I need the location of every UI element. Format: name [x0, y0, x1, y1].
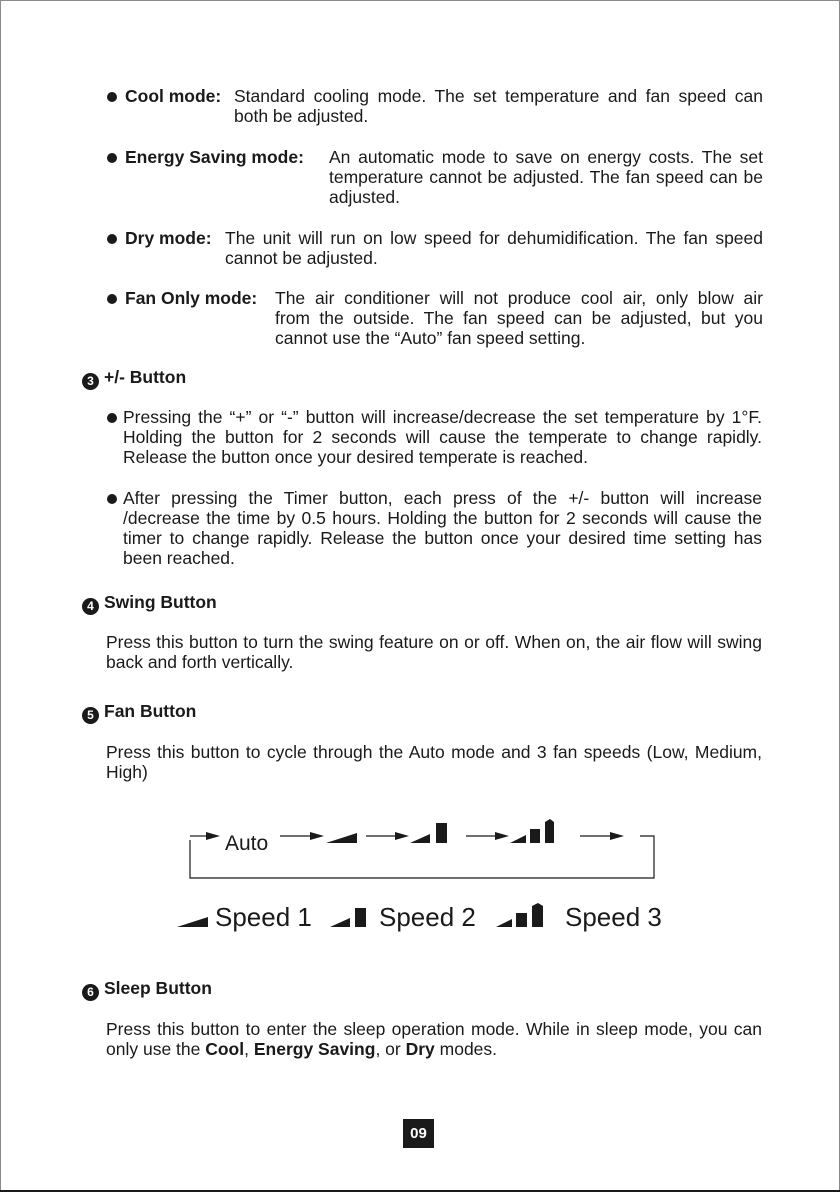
sleep-sep-2: , or — [375, 1039, 406, 1059]
mode-term: Dry mode: — [125, 228, 212, 248]
arrow-heads — [206, 832, 624, 840]
legend-speed1-icon — [177, 917, 208, 927]
mode-term: Cool mode: — [125, 86, 222, 106]
page-number: 09 — [403, 1119, 434, 1148]
section-title: Sleep Button — [104, 978, 212, 998]
mode-desc-rest: cannot be adjusted. — [225, 248, 378, 268]
section-number-badge: 5 — [82, 707, 99, 724]
sleep-text-after: modes. — [434, 1039, 498, 1059]
diagram-auto-label: Auto — [225, 832, 269, 855]
legend-speed3-label: Speed 3 — [565, 902, 662, 932]
bullet-text: Pressing the “+” or “-” button will increase/decrease the set temperature by 1°F. Holding the button for 2 seconds will cause the temperate to change rapidly. Release the button once your desired temperate is reached. — [123, 407, 762, 467]
section-number-badge: 6 — [82, 984, 99, 1001]
mode-desc-rest: temperature cannot be adjusted. The fan speed can be adjusted. — [329, 167, 763, 207]
legend-speed2-label: Speed 2 — [379, 902, 476, 932]
speed2-icon — [410, 823, 447, 843]
fan-description: Press this button to cycle through the Auto mode and 3 fan speeds (Low, Medium, High) — [106, 742, 762, 782]
bullet-text: After pressing the Timer button, each press of the +/- button will increase /decrease the time by 0.5 hours. Holding the button for 2 seconds will cause the timer to change rapidly. Release the button once your desired time setting has been reached. — [123, 488, 762, 568]
sleep-sep-1: , — [244, 1039, 254, 1059]
mode-desc-line1: An automatic mode to save on energy costs. The set — [329, 147, 763, 167]
section-number-badge: 4 — [82, 598, 99, 615]
sleep-mode-dry: Dry — [405, 1039, 435, 1059]
sleep-mode-cool: Cool — [205, 1039, 245, 1059]
mode-desc-rest: from the outside. The fan speed can be adjusted, but you cannot use the “Auto” fan speed setting. — [275, 308, 763, 348]
sleep-description — [106, 1019, 762, 1059]
speed1-icon — [326, 833, 357, 843]
mode-desc-line1: Standard cooling mode. The set temperature and fan speed can — [234, 86, 763, 106]
mode-desc-line1: The air conditioner will not produce cool air, only blow air — [275, 288, 763, 308]
section-title: Fan Button — [104, 701, 197, 721]
section-title: +/- Button — [104, 367, 187, 387]
section-heading-sleep — [82, 978, 212, 1001]
mode-term: Fan Only mode: — [125, 288, 258, 308]
mode-term: Energy Saving mode: — [125, 147, 304, 167]
legend-speed1-label: Speed 1 — [215, 902, 312, 932]
legend-speed2-icon — [330, 908, 366, 927]
legend-speed3-icon — [496, 903, 543, 927]
sleep-mode-energy-saving: Energy Saving — [253, 1039, 376, 1059]
mode-desc-line1: The unit will run on low speed for dehumidification. The fan speed — [225, 228, 763, 248]
swing-description: Press this button to turn the swing feature on or off. When on, the air flow will swing back and forth vertically. — [106, 632, 762, 672]
sleep-text-before: Press this button to enter the sleep operation mode. While in sleep mode, you can only use the — [106, 1019, 762, 1059]
section-title: Swing Button — [104, 592, 217, 612]
mode-desc-rest: both be adjusted. — [234, 106, 369, 126]
speed3-icon — [510, 819, 554, 843]
section-number-badge: 3 — [82, 373, 99, 390]
